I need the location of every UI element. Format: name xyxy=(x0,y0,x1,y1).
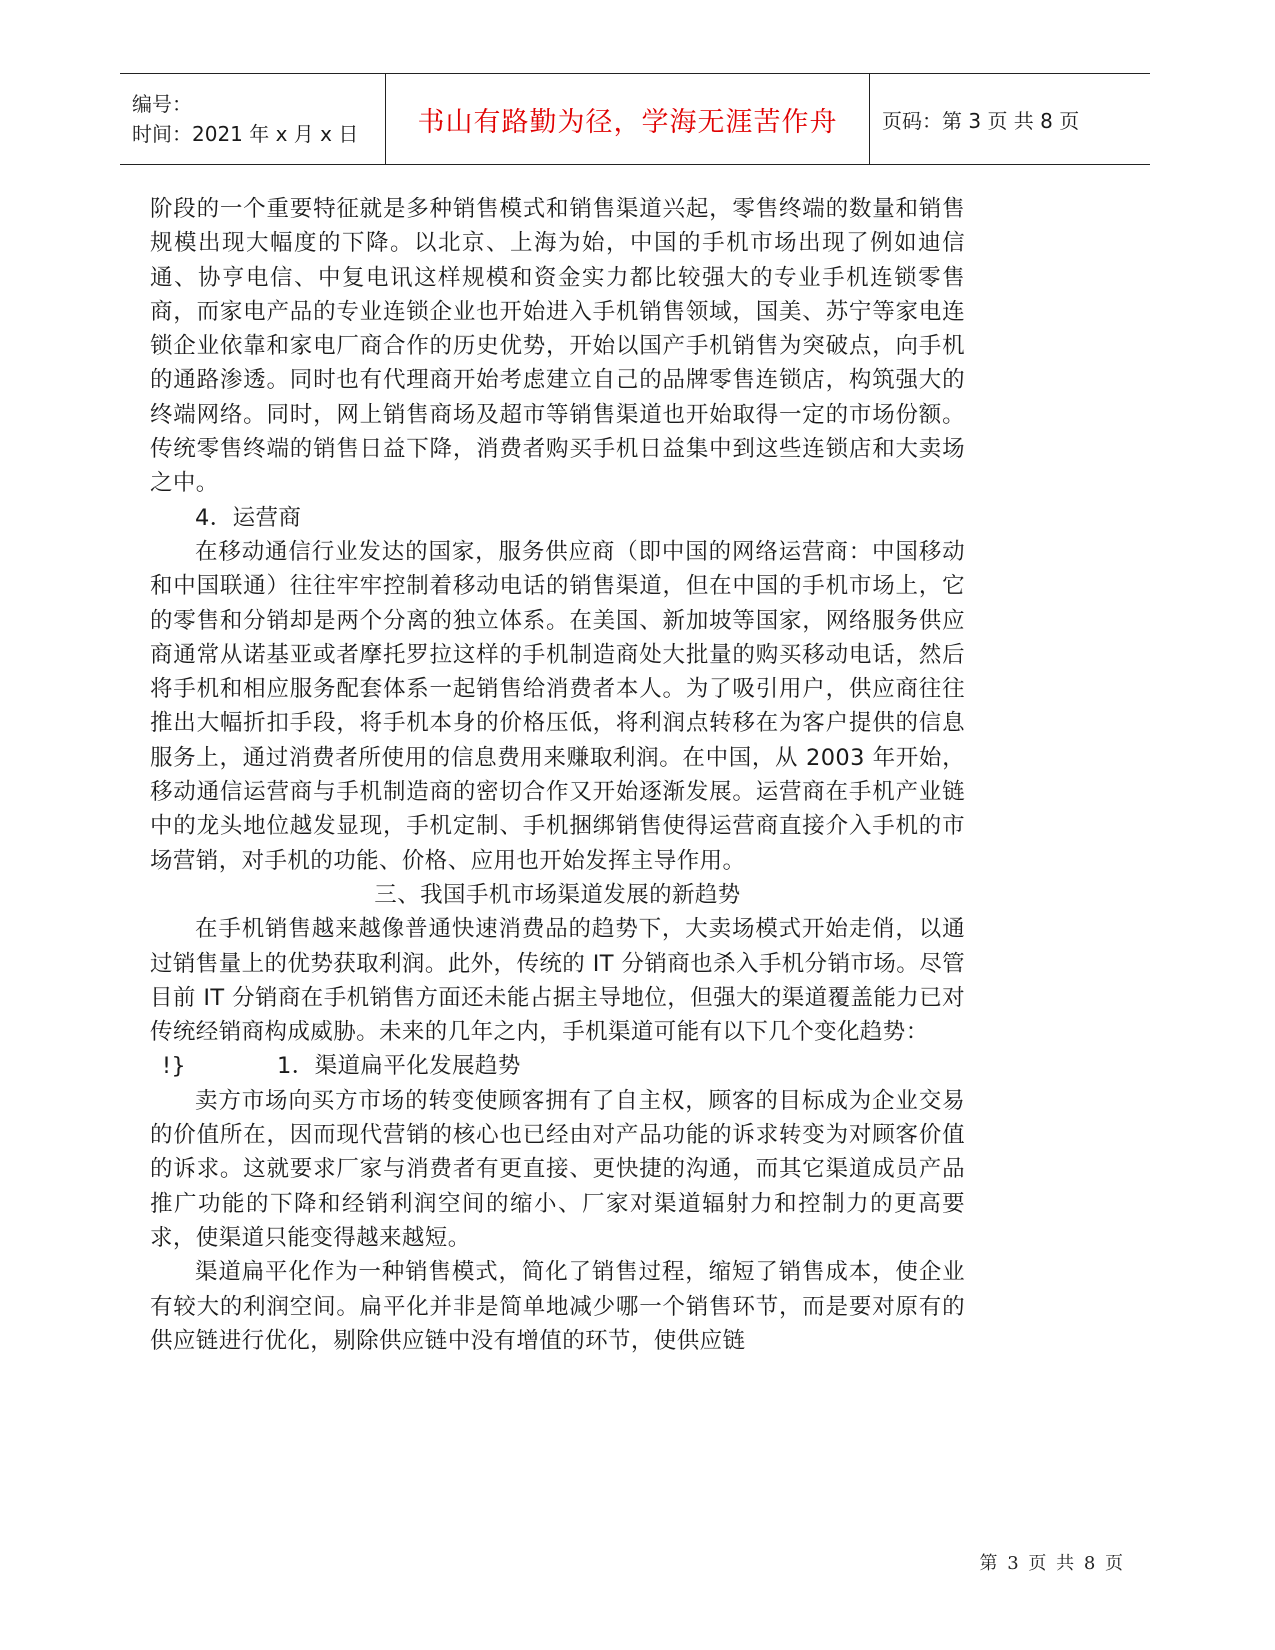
section-heading-trends: 三、我国手机市场渠道发展的新趋势 xyxy=(374,881,741,908)
body-paragraph: 在手机销售越来越像普通快速消费品的趋势下，大卖场模式开始走俏，以通过销售量上的优势获取利润。此外，传统的 IT 分销商也杀入手机分销市场。尽管目前 IT 分销商在手机销售方面还未能占据主导地位，但强大的渠道覆盖能力已对传统经销商构成威胁。未来的几年之内，手机渠道可能有以下几个变化趋势： xyxy=(150,916,965,1046)
header-meta xyxy=(120,74,385,164)
body-paragraph: 渠道扁平化作为一种销售模式，简化了销售过程，缩短了销售成本，使企业有较大的利润空间。扁平化并非是简单地减少哪一个销售环节，而是要对原有的供应链进行优化，剔除供应链中没有增值的环节，使供应链 xyxy=(150,1259,965,1354)
header-page-number: 页码：第 3 页 共 8 页 xyxy=(882,108,1080,133)
body-paragraph: 阶段的一个重要特征就是多种销售模式和销售渠道兴起，零售终端的数量和销售规模出现大幅度的下降。以北京、上海为始，中国的手机市场出现了例如迪信通、协亨电信、中复电讯这样规模和资金实力都比较强大的专业手机连锁零售商，而家电产品的专业连锁企业也开始进入手机销售领域，国美、苏宁等家电连锁企业依靠和家电厂商合作的历史优势，开始以国产手机销售为突破点，向手机的通路渗透。同时也有代理商开始考虑建立自己的品牌零售连锁店，构筑强大的终端网络。同时，网上销售商场及超市等销售渠道也开始取得一定的市场份额。传统零售终端的销售日益下降，消费者购买手机日益集中到这些连锁店和大卖场之中。 xyxy=(150,196,965,497)
page-footer: 第 3 页 共 8 页 xyxy=(979,1553,1125,1574)
page-header xyxy=(120,73,1150,165)
body-paragraph: 卖方市场向买方市场的转变使顾客拥有了自主权，顾客的目标成为企业交易的价值所在，因而现代营销的核心也已经由对产品功能的诉求转变为对顾客价值的诉求。这就要求厂家与消费者有更直接、更快捷的沟通，而其它渠道成员产品推广功能的下降和经销利润空间的缩小、厂家对渠道辐射力和控制力的更高要求，使渠道只能变得越来越短。 xyxy=(150,1087,965,1251)
subsection-heading-flattening xyxy=(150,1049,965,1083)
document-number-label: 编号： xyxy=(132,92,192,116)
document-body xyxy=(150,192,965,1358)
subsection-heading-text: 1．渠道扁平化发展趋势 xyxy=(277,1053,521,1080)
body-paragraph: 在移动通信行业发达的国家，服务供应商（即中国的网络运营商：中国移动和中国联通）往往牢牢控制着移动电话的销售渠道，但在中国的手机市场上，它的零售和分销却是两个分离的独立体系。在美国、新加坡等国家，网络服务供应商通常从诺基亚或者摩托罗拉这样的手机制造商处大批量的购买移动电话，然后将手机和相应服务配套体系一起销售给消费者本人。为了吸引用户，供应商往往推出大幅折扣手段，将手机本身的价格压低，将利润点转移在为客户提供的信息服务上，通过消费者所使用的信息费用来赚取利润。在中国，从 2003 年开始，移动通信运营商与手机制造商的密切合作又开始逐渐发展。运营商在手机产业链中的龙头地位越发显现，手机定制、手机捆绑销售使得运营商直接介入手机的市场营销，对手机的功能、价格、应用也开始发挥主导作用。 xyxy=(150,538,965,874)
section-heading-carriers: 4．运营商 xyxy=(195,504,302,531)
header-motto: 书山有路勤为径，学海无涯苦作舟 xyxy=(385,74,870,164)
document-date: 时间：2021 年 x 月 x 日 xyxy=(132,122,359,146)
list-marker: !} xyxy=(162,1053,187,1080)
